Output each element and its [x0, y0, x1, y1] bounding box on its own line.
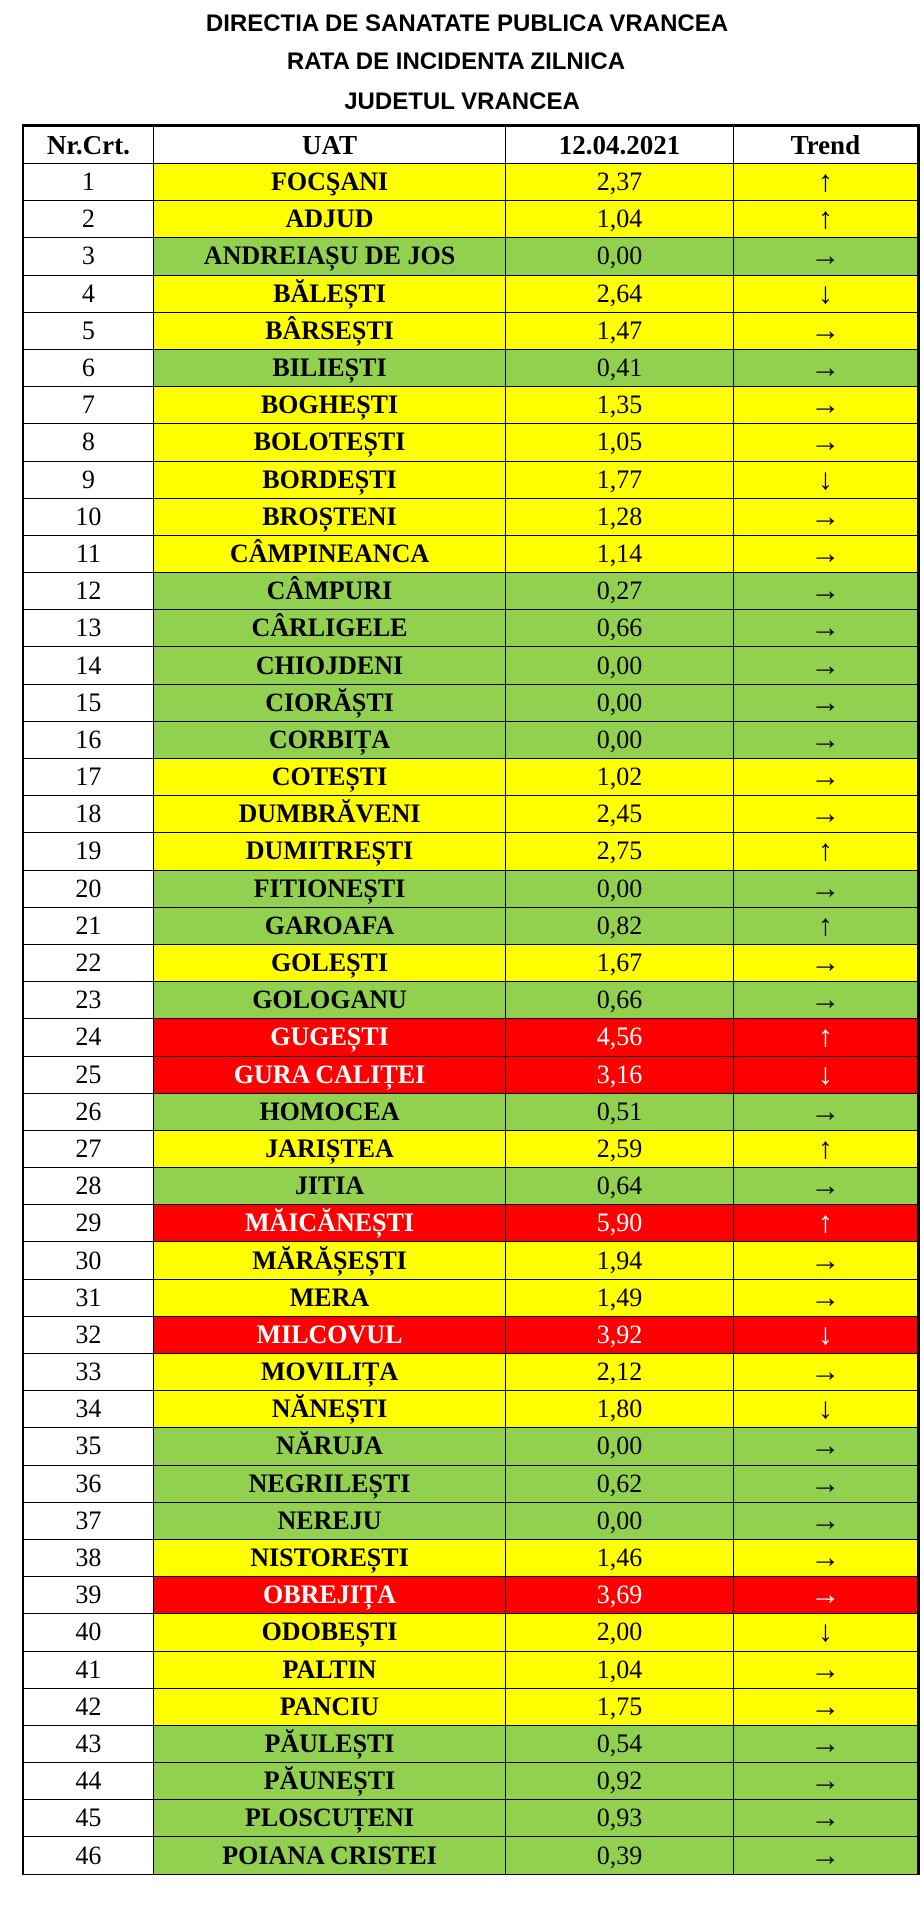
trend-arrow-cell: ↓ — [733, 1391, 918, 1428]
table-row — [23, 1539, 919, 1576]
table-row — [23, 870, 919, 907]
uat-name-cell: GAROAFA — [153, 907, 506, 944]
uat-name-cell: PLOSCUȚENI — [153, 1800, 506, 1837]
trend-arrow-cell: → — [733, 796, 918, 833]
trend-arrow-cell: → — [733, 424, 918, 461]
uat-name-cell: NEREJU — [153, 1502, 506, 1539]
incidence-value-cell: 2,45 — [506, 796, 733, 833]
trend-arrow-cell: → — [733, 312, 918, 349]
uat-name-cell: PĂULEȘTI — [153, 1725, 506, 1762]
table-row — [23, 759, 919, 796]
row-number-cell: 38 — [23, 1539, 153, 1576]
trend-arrow-cell: → — [733, 1763, 918, 1800]
incidence-value-cell: 2,75 — [506, 833, 733, 870]
uat-name-cell: COTEȘTI — [153, 759, 506, 796]
incidence-value-cell: 1,46 — [506, 1539, 733, 1576]
row-number-cell: 30 — [23, 1242, 153, 1279]
incidence-value-cell: 3,69 — [506, 1577, 733, 1614]
uat-name-cell: CÂMPINEANCA — [153, 535, 506, 572]
uat-name-cell: FOCŞANI — [153, 164, 506, 201]
trend-arrow-cell: → — [733, 1465, 918, 1502]
table-row — [23, 721, 919, 758]
uat-name-cell: NĂNEȘTI — [153, 1391, 506, 1428]
table-row — [23, 238, 919, 275]
uat-name-cell: MERA — [153, 1279, 506, 1316]
row-number-cell: 29 — [23, 1205, 153, 1242]
row-number-cell: 42 — [23, 1688, 153, 1725]
row-number-cell: 5 — [23, 312, 153, 349]
incidence-value-cell: 2,37 — [506, 164, 733, 201]
row-number-cell: 22 — [23, 944, 153, 981]
uat-name-cell: MILCOVUL — [153, 1316, 506, 1353]
table-row — [23, 1465, 919, 1502]
row-number-cell: 27 — [23, 1130, 153, 1167]
incidence-value-cell: 0,27 — [506, 573, 733, 610]
incidence-value-cell: 1,35 — [506, 387, 733, 424]
table-row — [23, 684, 919, 721]
trend-arrow-cell: → — [733, 1688, 918, 1725]
header-institution: DIRECTIA DE SANATATE PUBLICA VRANCEA — [205, 10, 729, 37]
row-number-cell: 11 — [23, 535, 153, 572]
incidence-value-cell: 1,80 — [506, 1391, 733, 1428]
trend-arrow-cell: ↓ — [733, 1614, 918, 1651]
incidence-value-cell: 1,47 — [506, 312, 733, 349]
uat-name-cell: GUGEȘTI — [153, 1019, 506, 1056]
incidence-value-cell: 0,62 — [506, 1465, 733, 1502]
trend-arrow-cell: → — [733, 498, 918, 535]
trend-arrow-cell: → — [733, 982, 918, 1019]
row-number-cell: 9 — [23, 461, 153, 498]
table-row — [23, 647, 919, 684]
uat-name-cell: FITIONEȘTI — [153, 870, 506, 907]
table-row — [23, 1316, 919, 1353]
row-number-cell: 23 — [23, 982, 153, 1019]
incidence-value-cell: 2,59 — [506, 1130, 733, 1167]
uat-name-cell: CÂMPURI — [153, 573, 506, 610]
row-number-cell: 40 — [23, 1614, 153, 1651]
row-number-cell: 21 — [23, 907, 153, 944]
column-header-uat: UAT — [153, 126, 506, 164]
uat-name-cell: HOMOCEA — [153, 1093, 506, 1130]
trend-arrow-cell: → — [733, 1577, 918, 1614]
uat-name-cell: JARIȘTEA — [153, 1130, 506, 1167]
trend-arrow-cell: → — [733, 1725, 918, 1762]
incidence-value-cell: 2,12 — [506, 1354, 733, 1391]
row-number-cell: 2 — [23, 201, 153, 238]
table-body — [23, 164, 919, 1875]
uat-name-cell: OBREJIȚA — [153, 1577, 506, 1614]
incidence-value-cell: 0,00 — [506, 684, 733, 721]
row-number-cell: 1 — [23, 164, 153, 201]
row-number-cell: 46 — [23, 1837, 153, 1874]
incidence-value-cell: 0,00 — [506, 870, 733, 907]
trend-arrow-cell: ↓ — [733, 275, 918, 312]
table-row — [23, 1056, 919, 1093]
row-number-cell: 45 — [23, 1800, 153, 1837]
incidence-value-cell: 0,00 — [506, 721, 733, 758]
row-number-cell: 10 — [23, 498, 153, 535]
table-row — [23, 796, 919, 833]
trend-arrow-cell: ↓ — [733, 1316, 918, 1353]
row-number-cell: 25 — [23, 1056, 153, 1093]
row-number-cell: 36 — [23, 1465, 153, 1502]
row-number-cell: 41 — [23, 1651, 153, 1688]
row-number-cell: 14 — [23, 647, 153, 684]
uat-name-cell: BOGHEȘTI — [153, 387, 506, 424]
uat-name-cell: NISTOREȘTI — [153, 1539, 506, 1576]
uat-name-cell: POIANA CRISTEI — [153, 1837, 506, 1874]
row-number-cell: 13 — [23, 610, 153, 647]
trend-arrow-cell: → — [733, 573, 918, 610]
incidence-value-cell: 4,56 — [506, 1019, 733, 1056]
row-number-cell: 12 — [23, 573, 153, 610]
incidence-value-cell: 2,00 — [506, 1614, 733, 1651]
uat-name-cell: CORBIȚA — [153, 721, 506, 758]
incidence-value-cell: 0,51 — [506, 1093, 733, 1130]
table-row — [23, 461, 919, 498]
uat-name-cell: BROȘTENI — [153, 498, 506, 535]
trend-arrow-cell: → — [733, 759, 918, 796]
table-row — [23, 201, 919, 238]
trend-arrow-cell: → — [733, 1279, 918, 1316]
trend-arrow-cell: ↑ — [733, 1130, 918, 1167]
table-row — [23, 349, 919, 386]
row-number-cell: 35 — [23, 1428, 153, 1465]
uat-name-cell: MĂICĂNEȘTI — [153, 1205, 506, 1242]
trend-arrow-cell: → — [733, 1168, 918, 1205]
table-row — [23, 1391, 919, 1428]
trend-arrow-cell: → — [733, 349, 918, 386]
uat-name-cell: GURA CALIȚEI — [153, 1056, 506, 1093]
incidence-value-cell: 1,49 — [506, 1279, 733, 1316]
trend-arrow-cell: → — [733, 684, 918, 721]
incidence-value-cell: 0,54 — [506, 1725, 733, 1762]
incidence-value-cell: 0,66 — [506, 610, 733, 647]
trend-arrow-cell: → — [733, 721, 918, 758]
table-row — [23, 1428, 919, 1465]
row-number-cell: 8 — [23, 424, 153, 461]
table-row — [23, 1688, 919, 1725]
uat-name-cell: BĂLEȘTI — [153, 275, 506, 312]
row-number-cell: 20 — [23, 870, 153, 907]
table-row — [23, 1725, 919, 1762]
uat-name-cell: GOLEȘTI — [153, 944, 506, 981]
row-number-cell: 39 — [23, 1577, 153, 1614]
table-row — [23, 275, 919, 312]
incidence-value-cell: 0,39 — [506, 1837, 733, 1874]
incidence-table — [22, 124, 920, 1875]
incidence-value-cell: 5,90 — [506, 1205, 733, 1242]
row-number-cell: 37 — [23, 1502, 153, 1539]
table-row — [23, 1502, 919, 1539]
table-row — [23, 1837, 919, 1874]
table-row — [23, 1354, 919, 1391]
table-row — [23, 1168, 919, 1205]
header-county: JUDETUL VRANCEA — [344, 88, 580, 115]
uat-name-cell: PĂUNEȘTI — [153, 1763, 506, 1800]
row-number-cell: 4 — [23, 275, 153, 312]
row-number-cell: 7 — [23, 387, 153, 424]
trend-arrow-cell: → — [733, 1428, 918, 1465]
table-row — [23, 833, 919, 870]
row-number-cell: 43 — [23, 1725, 153, 1762]
table-row — [23, 610, 919, 647]
incidence-value-cell: 1,28 — [506, 498, 733, 535]
incidence-value-cell: 1,67 — [506, 944, 733, 981]
uat-name-cell: CÂRLIGELE — [153, 610, 506, 647]
table-row — [23, 164, 919, 201]
incidence-value-cell: 1,75 — [506, 1688, 733, 1725]
trend-arrow-cell: ↑ — [733, 833, 918, 870]
trend-arrow-cell: → — [733, 610, 918, 647]
trend-arrow-cell: → — [733, 1354, 918, 1391]
incidence-value-cell: 0,82 — [506, 907, 733, 944]
incidence-value-cell: 0,00 — [506, 1428, 733, 1465]
uat-name-cell: DUMBRĂVENI — [153, 796, 506, 833]
uat-name-cell: PALTIN — [153, 1651, 506, 1688]
uat-name-cell: ANDREIAȘU DE JOS — [153, 238, 506, 275]
table-row — [23, 907, 919, 944]
trend-arrow-cell: → — [733, 1093, 918, 1130]
row-number-cell: 32 — [23, 1316, 153, 1353]
uat-name-cell: ODOBEȘTI — [153, 1614, 506, 1651]
uat-name-cell: NĂRUJA — [153, 1428, 506, 1465]
uat-name-cell: CIORĂȘTI — [153, 684, 506, 721]
uat-name-cell: PANCIU — [153, 1688, 506, 1725]
column-header-nr: Nr.Crt. — [23, 126, 153, 164]
table-row — [23, 1614, 919, 1651]
incidence-value-cell: 1,04 — [506, 201, 733, 238]
trend-arrow-cell: ↑ — [733, 1019, 918, 1056]
incidence-value-cell: 1,02 — [506, 759, 733, 796]
trend-arrow-cell: → — [733, 1837, 918, 1874]
trend-arrow-cell: ↑ — [733, 907, 918, 944]
uat-name-cell: CHIOJDENI — [153, 647, 506, 684]
incidence-value-cell: 0,41 — [506, 349, 733, 386]
row-number-cell: 3 — [23, 238, 153, 275]
incidence-value-cell: 0,00 — [506, 1502, 733, 1539]
incidence-value-cell: 3,16 — [506, 1056, 733, 1093]
trend-arrow-cell: ↓ — [733, 1056, 918, 1093]
row-number-cell: 6 — [23, 349, 153, 386]
trend-arrow-cell: → — [733, 647, 918, 684]
trend-arrow-cell: → — [733, 944, 918, 981]
row-number-cell: 34 — [23, 1391, 153, 1428]
table-row — [23, 387, 919, 424]
trend-arrow-cell: ↑ — [733, 1205, 918, 1242]
table-row — [23, 1093, 919, 1130]
trend-arrow-cell: → — [733, 1242, 918, 1279]
trend-arrow-cell: → — [733, 1539, 918, 1576]
uat-name-cell: BOLOTEȘTI — [153, 424, 506, 461]
table-row — [23, 312, 919, 349]
trend-arrow-cell: ↓ — [733, 461, 918, 498]
column-header-trend: Trend — [733, 126, 918, 164]
table-row — [23, 944, 919, 981]
table-row — [23, 1019, 919, 1056]
uat-name-cell: MOVILIȚA — [153, 1354, 506, 1391]
table-row — [23, 982, 919, 1019]
trend-arrow-cell: → — [733, 1651, 918, 1688]
incidence-value-cell: 0,64 — [506, 1168, 733, 1205]
uat-name-cell: MĂRĂȘEȘTI — [153, 1242, 506, 1279]
uat-name-cell: NEGRILEȘTI — [153, 1465, 506, 1502]
uat-name-cell: BORDEȘTI — [153, 461, 506, 498]
uat-name-cell: BÂRSEȘTI — [153, 312, 506, 349]
trend-arrow-cell: → — [733, 535, 918, 572]
table-row — [23, 498, 919, 535]
uat-name-cell: DUMITREȘTI — [153, 833, 506, 870]
row-number-cell: 19 — [23, 833, 153, 870]
table-row — [23, 573, 919, 610]
incidence-value-cell: 1,05 — [506, 424, 733, 461]
uat-name-cell: GOLOGANU — [153, 982, 506, 1019]
row-number-cell: 17 — [23, 759, 153, 796]
row-number-cell: 33 — [23, 1354, 153, 1391]
trend-arrow-cell: → — [733, 387, 918, 424]
table-row — [23, 1130, 919, 1167]
uat-name-cell: BILIEȘTI — [153, 349, 506, 386]
table-row — [23, 1242, 919, 1279]
incidence-value-cell: 1,14 — [506, 535, 733, 572]
uat-name-cell: JITIA — [153, 1168, 506, 1205]
table-row — [23, 1763, 919, 1800]
table-row — [23, 1279, 919, 1316]
incidence-value-cell: 1,04 — [506, 1651, 733, 1688]
incidence-value-cell: 1,94 — [506, 1242, 733, 1279]
incidence-value-cell: 0,92 — [506, 1763, 733, 1800]
incidence-value-cell: 0,93 — [506, 1800, 733, 1837]
row-number-cell: 16 — [23, 721, 153, 758]
row-number-cell: 44 — [23, 1763, 153, 1800]
column-header-date: 12.04.2021 — [506, 126, 733, 164]
row-number-cell: 31 — [23, 1279, 153, 1316]
trend-arrow-cell: → — [733, 1800, 918, 1837]
incidence-value-cell: 2,64 — [506, 275, 733, 312]
header-report-title: RATA DE INCIDENTA ZILNICA — [286, 48, 626, 75]
row-number-cell: 24 — [23, 1019, 153, 1056]
incidence-value-cell: 0,66 — [506, 982, 733, 1019]
trend-arrow-cell: ↑ — [733, 164, 918, 201]
row-number-cell: 26 — [23, 1093, 153, 1130]
row-number-cell: 15 — [23, 684, 153, 721]
uat-name-cell: ADJUD — [153, 201, 506, 238]
incidence-value-cell: 1,77 — [506, 461, 733, 498]
table-row — [23, 424, 919, 461]
trend-arrow-cell: → — [733, 1502, 918, 1539]
incidence-value-cell: 0,00 — [506, 647, 733, 684]
table-row — [23, 535, 919, 572]
table-header-row — [23, 126, 919, 164]
incidence-value-cell: 0,00 — [506, 238, 733, 275]
row-number-cell: 28 — [23, 1168, 153, 1205]
incidence-value-cell: 3,92 — [506, 1316, 733, 1353]
trend-arrow-cell: ↑ — [733, 201, 918, 238]
trend-arrow-cell: → — [733, 870, 918, 907]
table-row — [23, 1800, 919, 1837]
trend-arrow-cell: → — [733, 238, 918, 275]
table-row — [23, 1651, 919, 1688]
table-row — [23, 1577, 919, 1614]
table-row — [23, 1205, 919, 1242]
row-number-cell: 18 — [23, 796, 153, 833]
